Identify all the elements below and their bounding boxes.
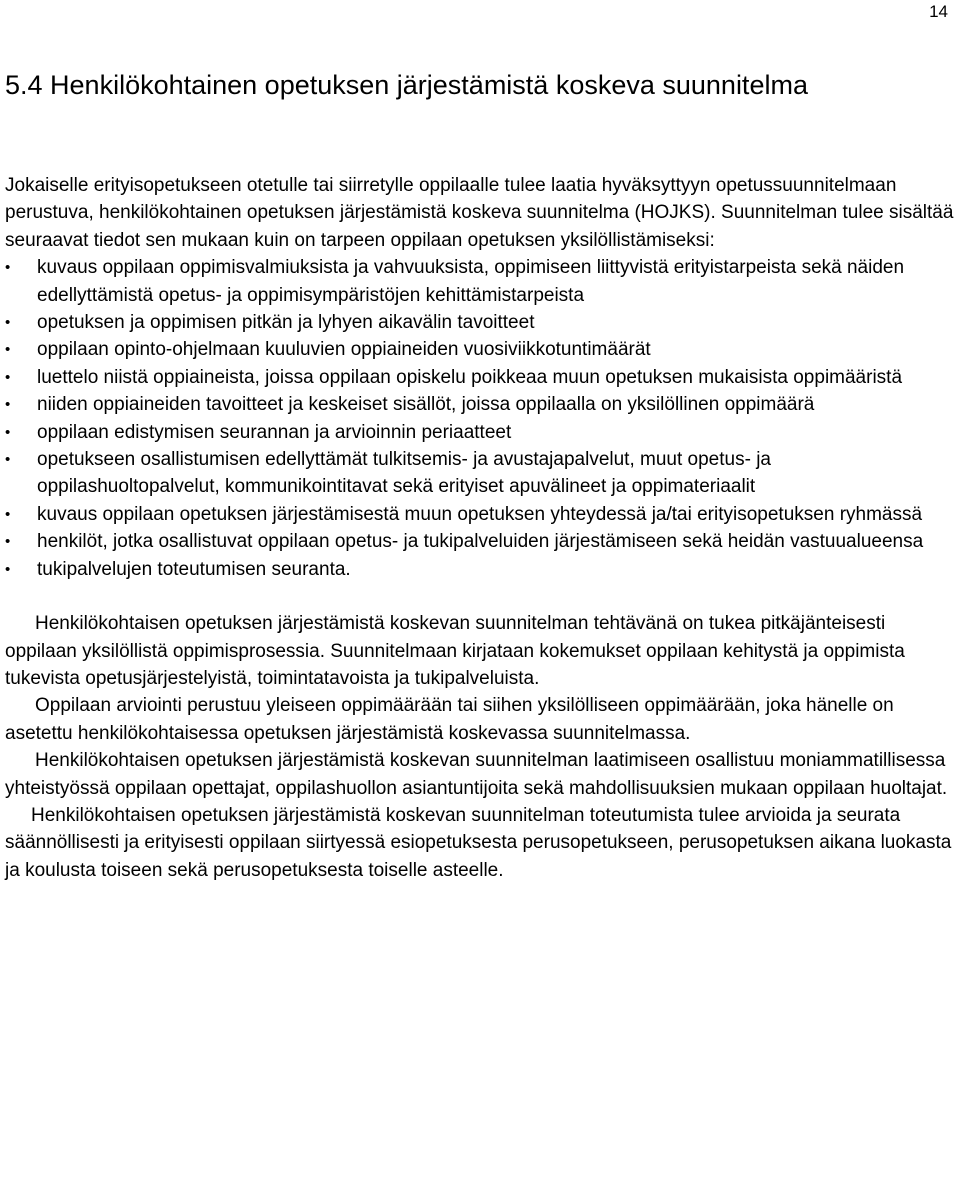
bullet-icon: • [5,560,11,578]
list-item-text: niiden oppiaineiden tavoitteet ja keskeiset sisällöt, joissa oppilaalla on yksilöllinen oppimäärä [37,394,815,416]
list-item-text: opetukseen osallistumisen edellyttämät tulkitsemis- ja avustajapalvelut, muut opetus- ja oppilashuoltopalvelut, kommunikointitavat sekä erityiset apuvälineet ja oppimateriaalit [37,449,771,498]
body-paragraph [5,610,957,692]
list-item-text: luettelo niistä oppiaineista, joissa oppilaan opiskelu poikkeaa muun opetuksen mukaisista oppimääristä [37,366,903,388]
list-item-text: oppilaan edistymisen seurannan ja arvioinnin periaatteet [37,421,512,443]
list-item [5,419,957,446]
list-item [5,309,957,336]
list-item [5,364,957,391]
body-paragraph-text: Henkilökohtaisen opetuksen järjestämistä koskevan suunnitelman tehtävänä on tukea pitkäjänteisesti oppilaan yksilöllistä oppimisprosessia. Suunnitelmaan kirjataan kokemukset oppilaan kehitystä ja oppimista tukevista opetusjärjestelyistä, toimintatavoista ja tukipalveluista. [5,613,905,689]
list-item [5,336,957,363]
list-item-text: kuvaus oppilaan opetuksen järjestämisestä muun opetuksen yhteydessä ja/tai erityisopetuksen ryhmässä [37,503,923,525]
list-item [5,556,957,583]
body-paragraph [5,692,957,747]
list-item [5,501,957,528]
list-item-text: oppilaan opinto-ohjelmaan kuuluvien oppiaineiden vuosiviikkotuntimäärät [37,339,651,361]
bullet-icon: • [5,314,11,332]
bullet-icon: • [5,533,11,551]
list-item [5,254,957,309]
body-paragraph [5,802,957,884]
list-item [5,391,957,418]
list-item-text: tukipalvelujen toteutumisen seuranta. [37,558,351,580]
page-number: 14 [929,2,948,21]
bullet-icon: • [5,451,11,469]
list-item-text: opetuksen ja oppimisen pitkän ja lyhyen aikavälin tavoitteet [37,312,535,334]
list-item [5,446,957,501]
body-paragraph-text: Oppilaan arviointi perustuu yleiseen oppimäärään tai siihen yksilölliseen oppimäärään, joka hänelle on asetettu henkilökohtaisessa opetuksen järjestämistä koskevassa suunnitelmassa. [5,695,894,744]
intro-paragraph: Jokaiselle erityisopetukseen otetulle tai siirretylle oppilaalle tulee laatia hyväksyttyyn opetussuunnitelmaan perustuva, henkilökohtainen opetuksen järjestämistä koskeva suunnitelma (HOJKS). Suunnitelman tulee sisältää seuraavat tiedot sen mukaan kuin on tarpeen oppilaan opetuksen yksilöllistämiseksi: [5,175,954,251]
section-heading: 5.4 Henkilökohtainen opetuksen järjestämistä koskeva suunnitelma [5,70,808,100]
hojks-contents-list [5,254,957,583]
list-item [5,528,957,555]
list-item-text: kuvaus oppilaan oppimisvalmiuksista ja vahvuuksista, oppimiseen liittyvistä erityistarpeista sekä näiden edellyttämistä opetus- ja oppimisympäristöjen kehittämistarpeista [37,257,905,306]
body-paragraph-text: Henkilökohtaisen opetuksen järjestämistä koskevan suunnitelman laatimiseen osallistuu moniammatillisessa yhteistyössä oppilaan opettajat, oppilashuollon asiantuntijoita sekä mahdollisuuksien mukaan oppilaan huoltajat. [5,750,948,799]
paragraph-spacer [5,583,957,610]
bullet-icon: • [5,396,11,414]
bullet-icon: • [5,341,11,359]
bullet-icon: • [5,368,11,386]
bullet-icon: • [5,259,11,277]
bullet-icon: • [5,423,11,441]
list-item-text: henkilöt, jotka osallistuvat oppilaan opetus- ja tukipalveluiden järjestämiseen sekä heidän vastuualueensa [37,531,924,553]
bullet-icon: • [5,505,11,523]
body-paragraph [5,747,957,802]
document-body [5,172,957,884]
body-paragraph-text: Henkilökohtaisen opetuksen järjestämistä koskevan suunnitelman toteutumista tulee arvioida ja seurata säännöllisesti ja erityisesti oppilaan siirtyessä esiopetuksesta perusopetukseen, perusopetuksen aikana luokasta ja koulusta toiseen sekä perusopetuksesta toiselle asteelle. [5,804,952,881]
